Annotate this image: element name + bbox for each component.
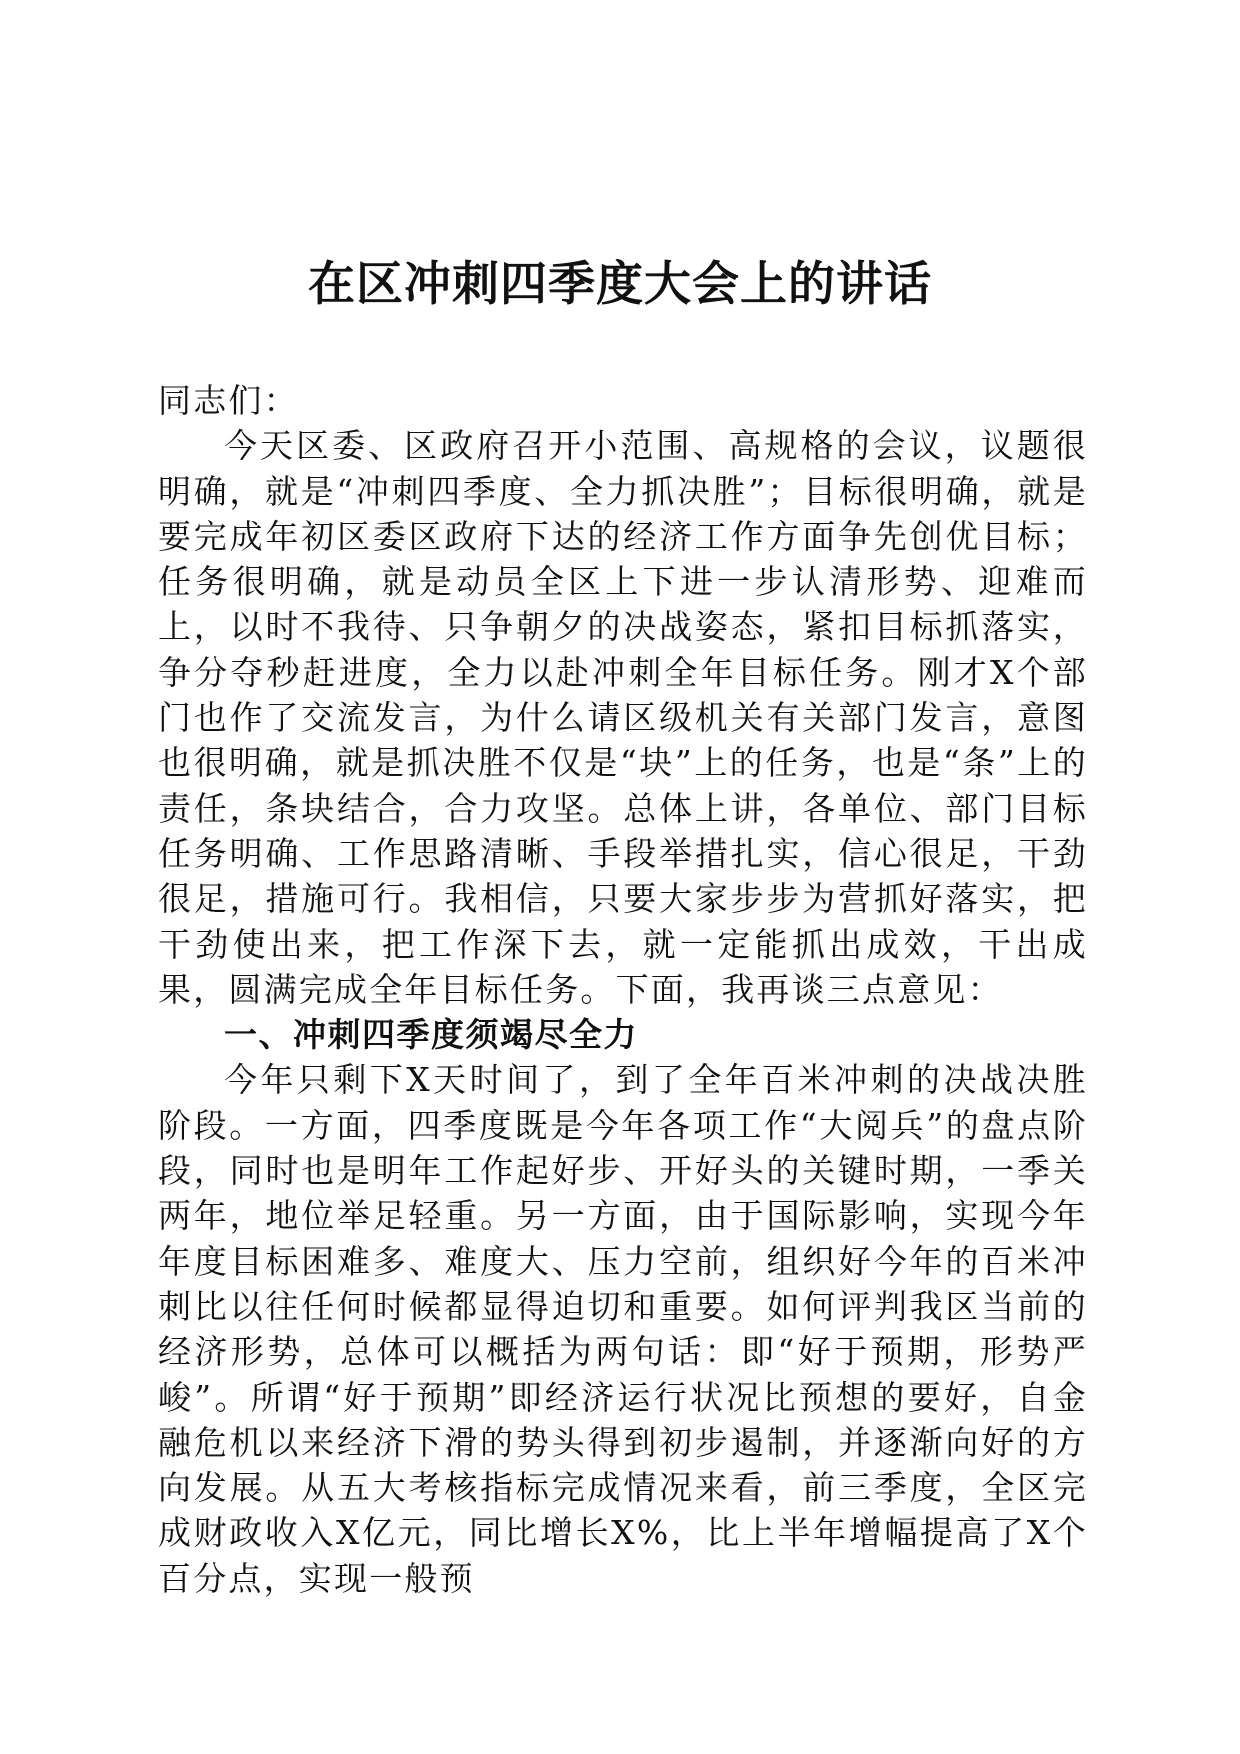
section-heading-1: 一、冲刺四季度须竭尽全力	[224, 1015, 638, 1055]
document-body	[158, 378, 1088, 1601]
paragraph-section-1: 今年只剩下X天时间了，到了全年百米冲刺的决战决胜阶段。一方面，四季度既是今年各项工作“大阅兵”的盘点阶段，同时也是明年工作起好步、开好头的关键时期，一季关两年，地位举足轻重。另一方面，由于国际影响，实现今年年度目标困难多、难度大、压力空前，组织好今年的百米冲刺比以往任何时候都显得迫切和重要。如何评判我区当前的经济形势，总体可以概括为两句话：即“好于预期，形势严峻”。所谓“好于预期”即经济运行状况比预想的要好，自金融危机以来经济下滑的势头得到初步遏制，并逐渐向好的方向发展。从五大考核指标完成情况来看，前三季度，全区完成财政收入X亿元，同比增长X%，比上半年增幅提高了X个百分点，实现一般预	[158, 1060, 1088, 1598]
paragraph-intro: 今天区委、区政府召开小范围、高规格的会议，议题很明确，就是“冲刺四季度、全力抓决胜”；目标很明确，就是要完成年初区委区政府下达的经济工作方面争先创优目标；任务很明确，就是动员全区上下进一步认清形势、迎难而上，以时不我待、只争朝夕的决战姿态，紧扣目标抓落实，争分夺秒赶进度，全力以赴冲刺全年目标任务。刚才X个部门也作了交流发言，为什么请区级机关有关部门发言，意图也很明确，就是抓决胜不仅是“块”上的任务，也是“条”上的责任，条块结合，合力攻坚。总体上讲，各单位、部门目标任务明确、工作思路清晰、手段举措扎实，信心很足，干劲很足，措施可行。我相信，只要大家步步为营抓好落实，把干劲使出来，把工作深下去，就一定能抓出成效，干出成果，圆满完成全年目标任务。下面，我再谈三点意见：	[158, 426, 1088, 1009]
document-title: 在区冲刺四季度大会上的讲话	[308, 257, 932, 312]
salutation: 同志们：	[158, 381, 299, 420]
